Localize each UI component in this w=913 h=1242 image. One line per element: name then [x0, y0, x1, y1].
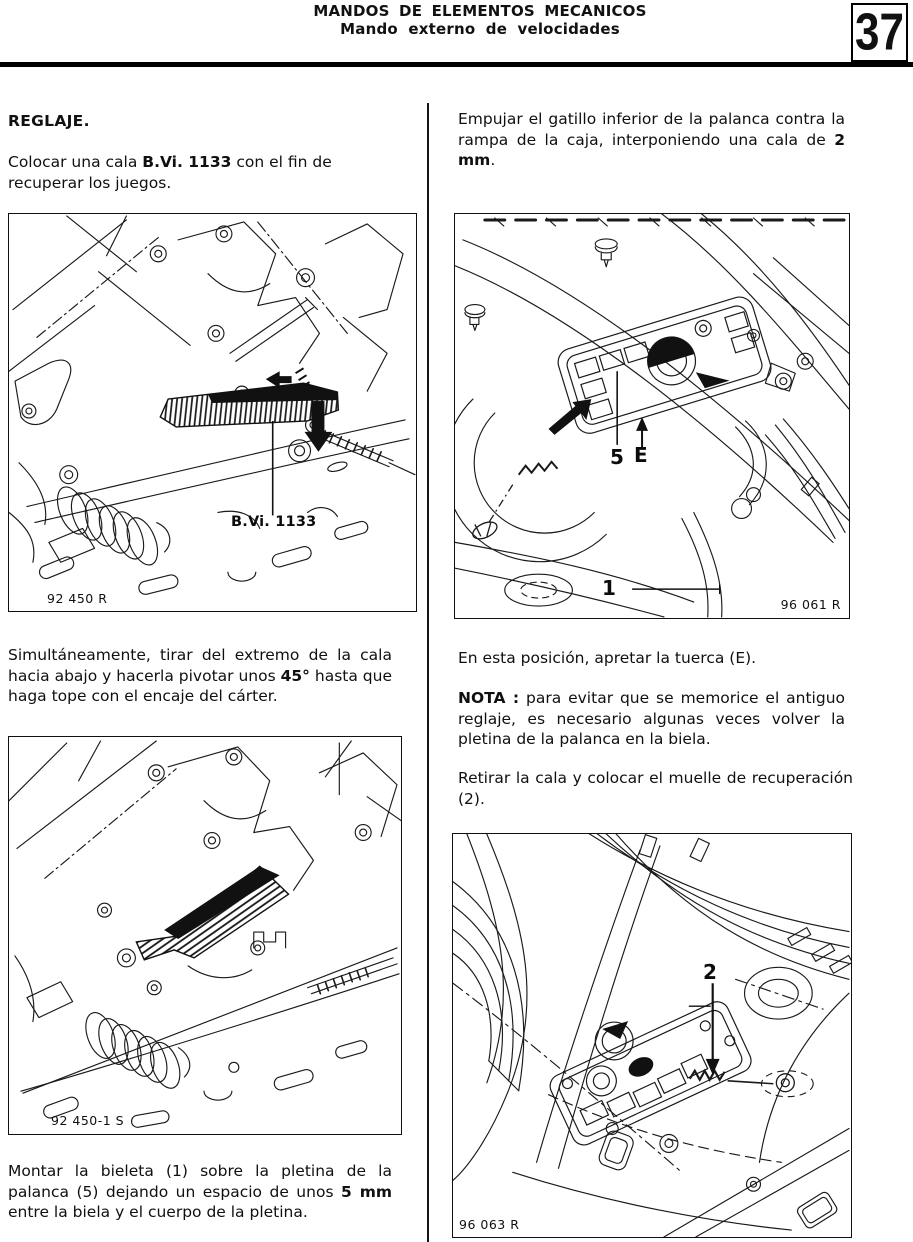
header-title: MANDOS DE ELEMENTOS MECANICOS: [313, 2, 647, 20]
underbody-linework: [453, 834, 851, 1237]
callout-leaders: [617, 371, 719, 594]
paragraph-simultaneamente: [8, 645, 392, 707]
text-segment: con el fin de recuperar los juegos.: [8, 153, 332, 192]
paragraph-empujar-gatillo: [458, 109, 845, 171]
shim-thickness-bold: 2 mm: [458, 130, 845, 169]
angle-value-bold: 45°: [280, 666, 310, 685]
section-heading-reglaje: REGLAJE.: [8, 112, 90, 130]
text-segment: .: [490, 151, 496, 169]
figure-96-063-r: [452, 833, 852, 1238]
paragraph-retirar-cala: Retirar la cala y colocar el muelle de recuperación (2).: [458, 769, 853, 808]
figure-92-450-1-s: [8, 736, 402, 1135]
recovery-spring-illustration: [453, 834, 851, 1237]
gap-value-bold: 5 mm: [340, 1182, 393, 1201]
section-number-box: [851, 3, 908, 62]
paragraph-nota: [458, 688, 845, 750]
nota-label-bold: NOTA :: [458, 689, 520, 707]
recovery-spring: [690, 1071, 813, 1097]
figure-ref-label: 96 063 R: [459, 1217, 520, 1232]
header-rule: [0, 62, 913, 67]
callout-bvi-1133: B.Vi. 1133: [231, 514, 317, 530]
callout-1: 1: [602, 576, 616, 600]
control-plate: [555, 294, 775, 437]
text-segment: hasta que haga tope con el encaje del cárter.: [8, 666, 392, 705]
paragraph-apretar-tuerca: En esta posición, apretar la tuerca (E).: [458, 649, 757, 667]
lever-boot: [595, 1021, 633, 1060]
callout-e: E: [634, 443, 648, 467]
text-segment: entre la biela y el cuerpo de la pletina.: [8, 1203, 308, 1221]
paragraph-colocar-cala: [8, 152, 400, 193]
underbody-linework: [455, 214, 849, 617]
tool-reference-bold: B.Vi. 1133: [142, 153, 232, 171]
callout-2: 2: [703, 960, 717, 984]
text-segment: Simultáneamente, tirar del extremo de la cala hacia abajo y hacerla pivotar unos: [8, 646, 392, 685]
text-segment: Empujar el gatillo inferior de la palanca contra la rampa de la caja, interponiendo una cala de: [458, 110, 845, 149]
column-divider: [427, 103, 429, 1242]
header-subtitle: Mando externo de velocidades: [340, 19, 620, 38]
section-number: 37: [855, 3, 904, 61]
bellows-boot: [80, 1009, 190, 1093]
figure-ref-label: 96 061 R: [780, 597, 841, 612]
gearbox-shim-pivoted-illustration: [9, 737, 401, 1134]
figure-92-450-r: [8, 213, 417, 612]
return-spring-and-clip: [470, 462, 557, 542]
shift-control-plate-illustration: [455, 214, 849, 618]
paragraph-montar-bieleta: [8, 1161, 392, 1223]
text-segment: Montar la bieleta (1) sobre la pletina de la palanca (5) dejando un espacio de unos: [8, 1162, 392, 1201]
text-segment: para evitar que se memorice el antiguo reglaje, es necesario algunas veces volver la pletina de la palanca en la biela.: [458, 689, 846, 748]
gearbox-shim-illustration: [9, 214, 416, 611]
figure-ref-label: 92 450 R: [47, 591, 108, 606]
callout-5: 5: [610, 445, 624, 469]
figure-96-061-r: [454, 213, 850, 619]
figure-ref-label: 92 450-1 S: [51, 1113, 125, 1128]
text-segment: Colocar una cala: [8, 153, 143, 171]
page-header: [60, 3, 900, 38]
